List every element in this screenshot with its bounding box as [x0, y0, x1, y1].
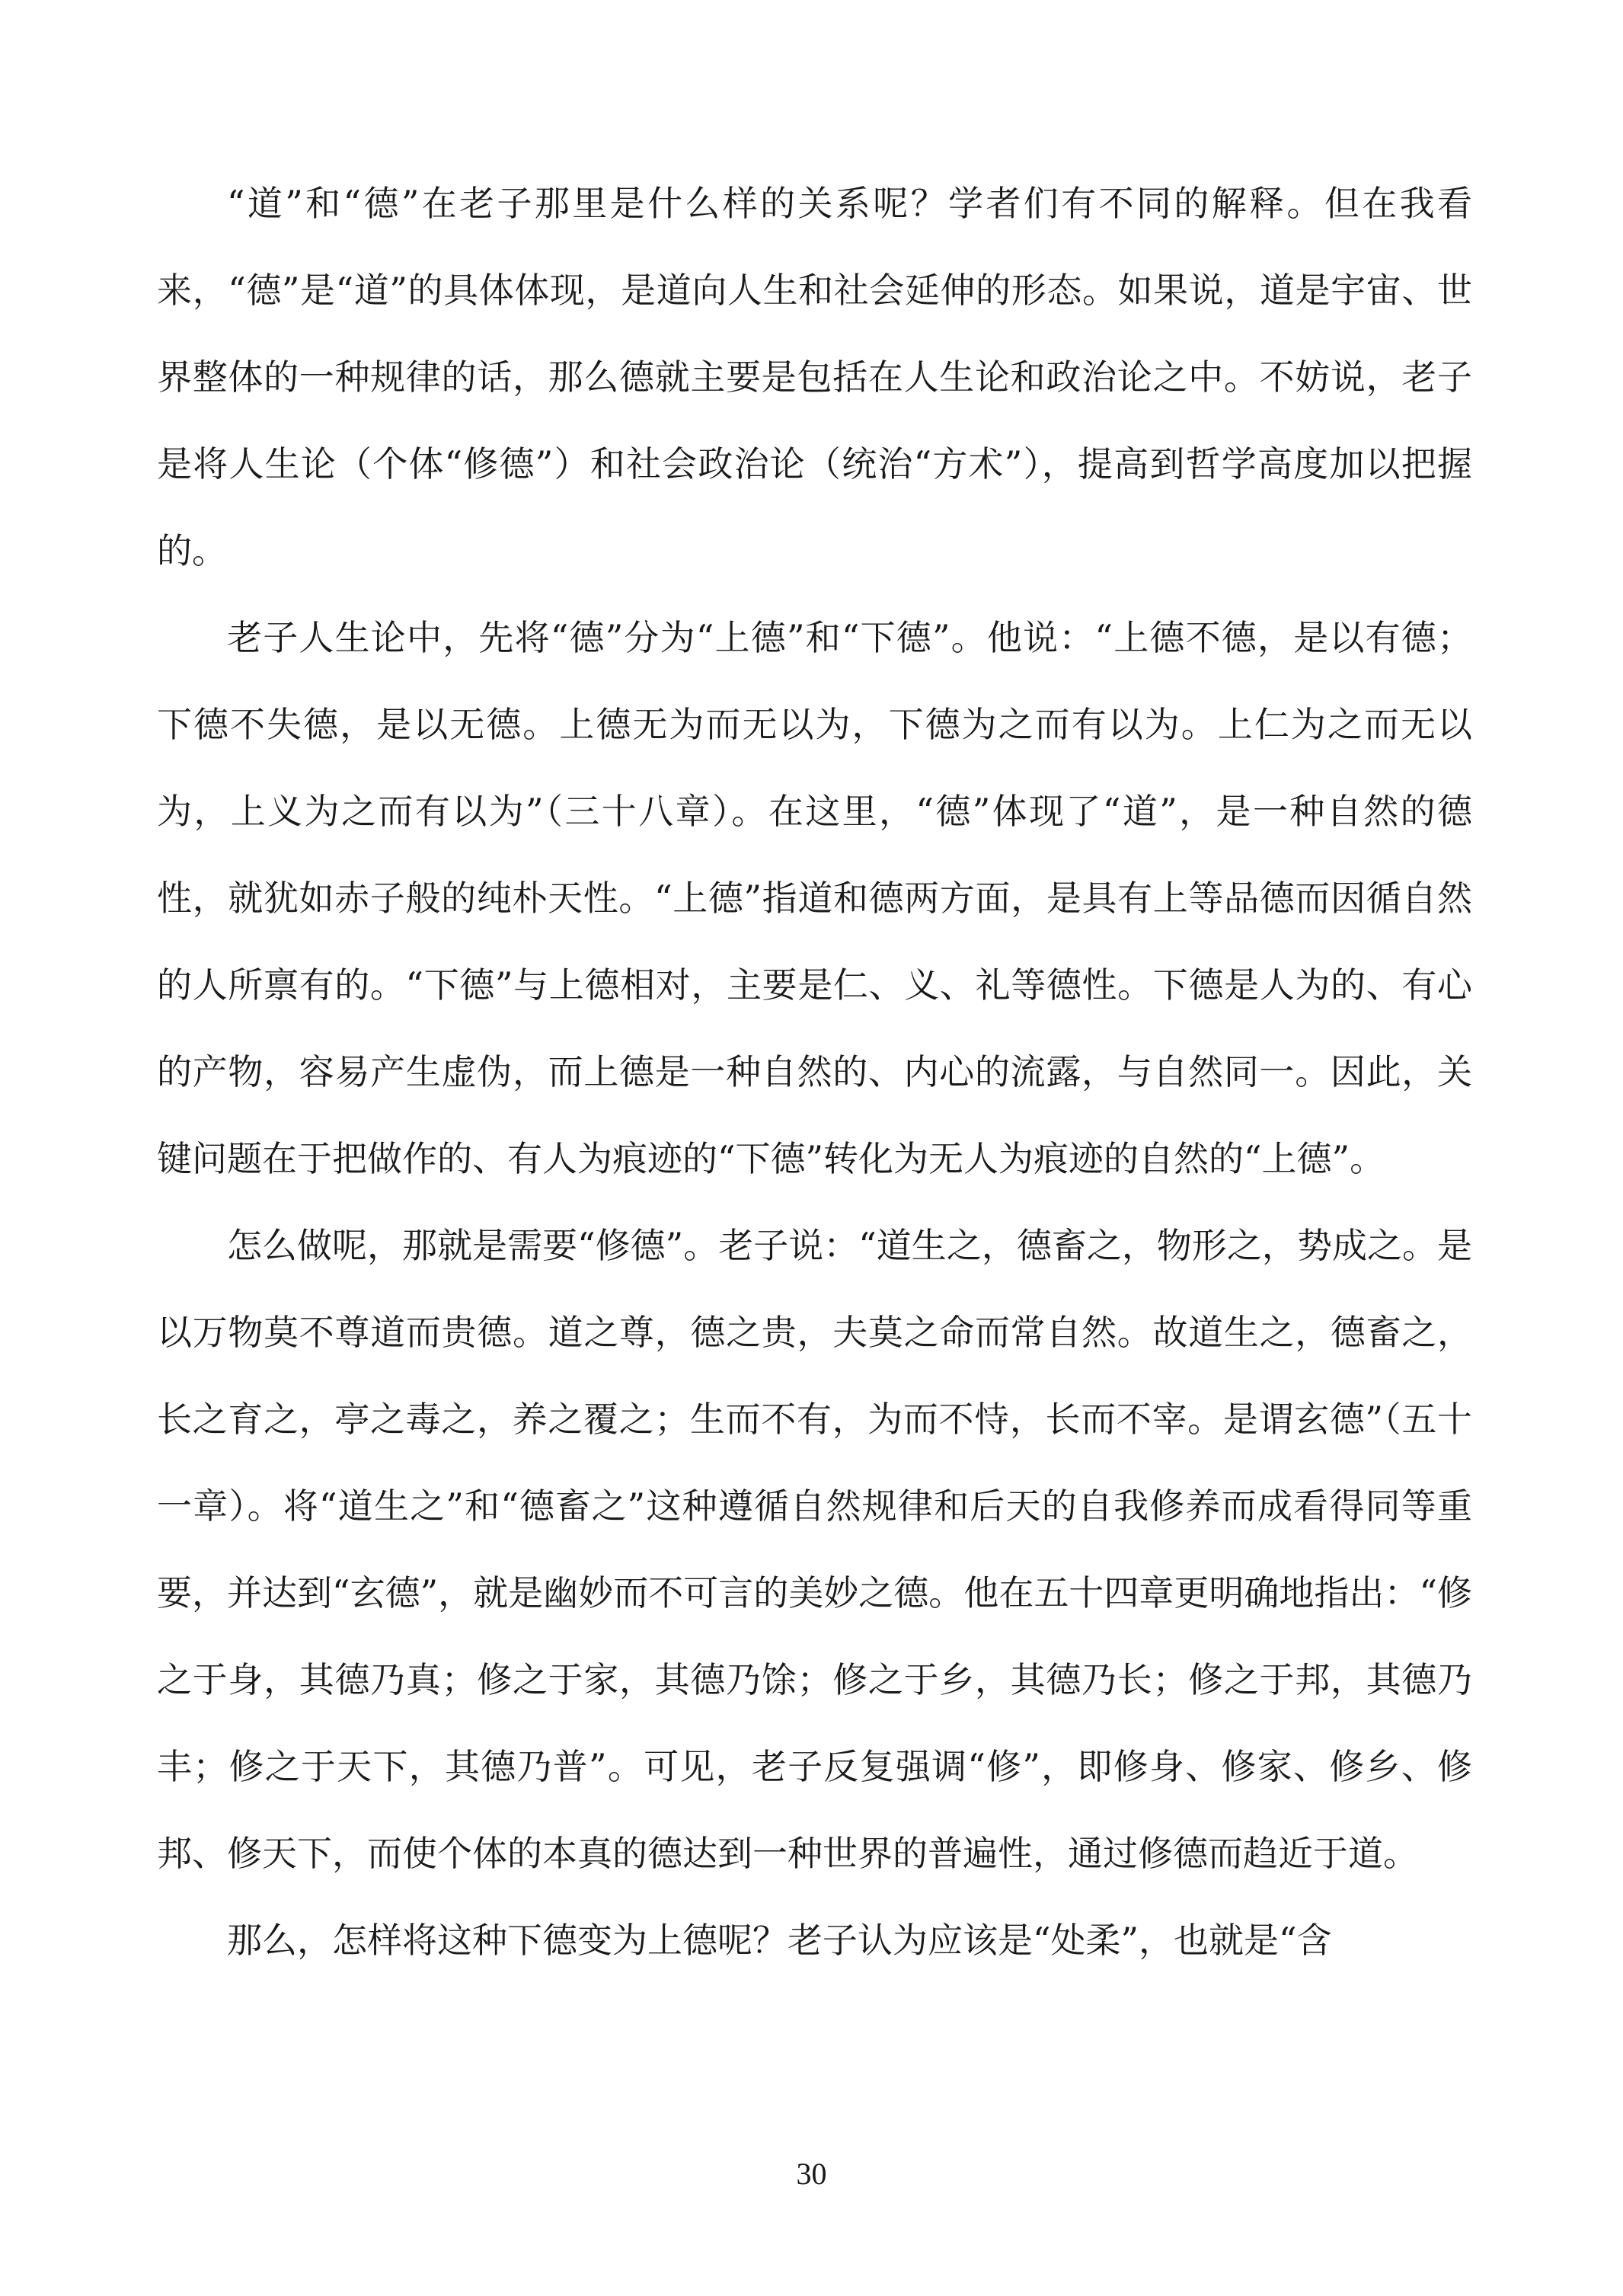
- paragraph-chu-rou: 那么，怎样将这种下德变为上德呢？老子认为应该是“处柔”，也就是“含: [227, 1920, 1332, 1961]
- body-text: [157, 160, 1472, 1984]
- paragraph-xiu-de: 怎么做呢，那就是需要“修德”。老子说：“道生之，德畜之，物形之，势成之。是以万物莫不尊道而贵德。道之尊，德之贵，夫莫之命而常自然。故道生之，德畜之，长之育之，亭之毒之，养之覆之；生而不有，为而不恃，长而不宰。是谓玄德”（五十一章）。将“道生之”和“德畜之”这种遵循自然规律和后天的自我修养而成看得同等重要，并达到“玄德”，就是幽妙而不可言的美妙之德。他在五十四章更明确地指出：“修之于身，其德乃真；修之于家，其德乃馀；修之于乡，其德乃长；修之于邦，其德乃丰；修之于天下，其德乃普”。可见，老子反复强调“修”，即修身、修家、修乡、修邦、修天下，而使个体的本真的德达到一种世界的普遍性，通过修德而趋近于道。: [157, 1225, 1472, 1874]
- paragraph-dao-de-relation: “道”和“德”在老子那里是什么样的关系呢？学者们有不同的解释。但在我看来，“德”是“道”的具体体现，是道向人生和社会延伸的形态。如果说，道是宇宙、世界整体的一种规律的话，那么德就主要是包括在人生论和政治论之中。不妨说，老子是将人生论（个体“修德”）和社会政治论（统治“方术”），提高到哲学高度加以把握的。: [157, 183, 1472, 571]
- page-number: 30: [796, 2157, 827, 2191]
- paragraph-shang-de-xia-de: 老子人生论中，先将“德”分为“上德”和“下德”。他说：“上德不德，是以有德；下德不失德，是以无德。上德无为而无以为，下德为之而有以为。上仁为之而无以为，上义为之而有以为”（三十八章）。在这里，“德”体现了“道”，是一种自然的德性，就犹如赤子般的纯朴天性。“上德”指道和德两方面，是具有上等品德而因循自然的人所禀有的。“下德”与上德相对，主要是仁、义、礼等德性。下德是人为的、有心的产物，容易产生虚伪，而上德是一种自然的、内心的流露，与自然同一。因此，关键问题在于把做作的、有人为痕迹的“下德”转化为无人为痕迹的自然的“上德”。: [157, 617, 1472, 1179]
